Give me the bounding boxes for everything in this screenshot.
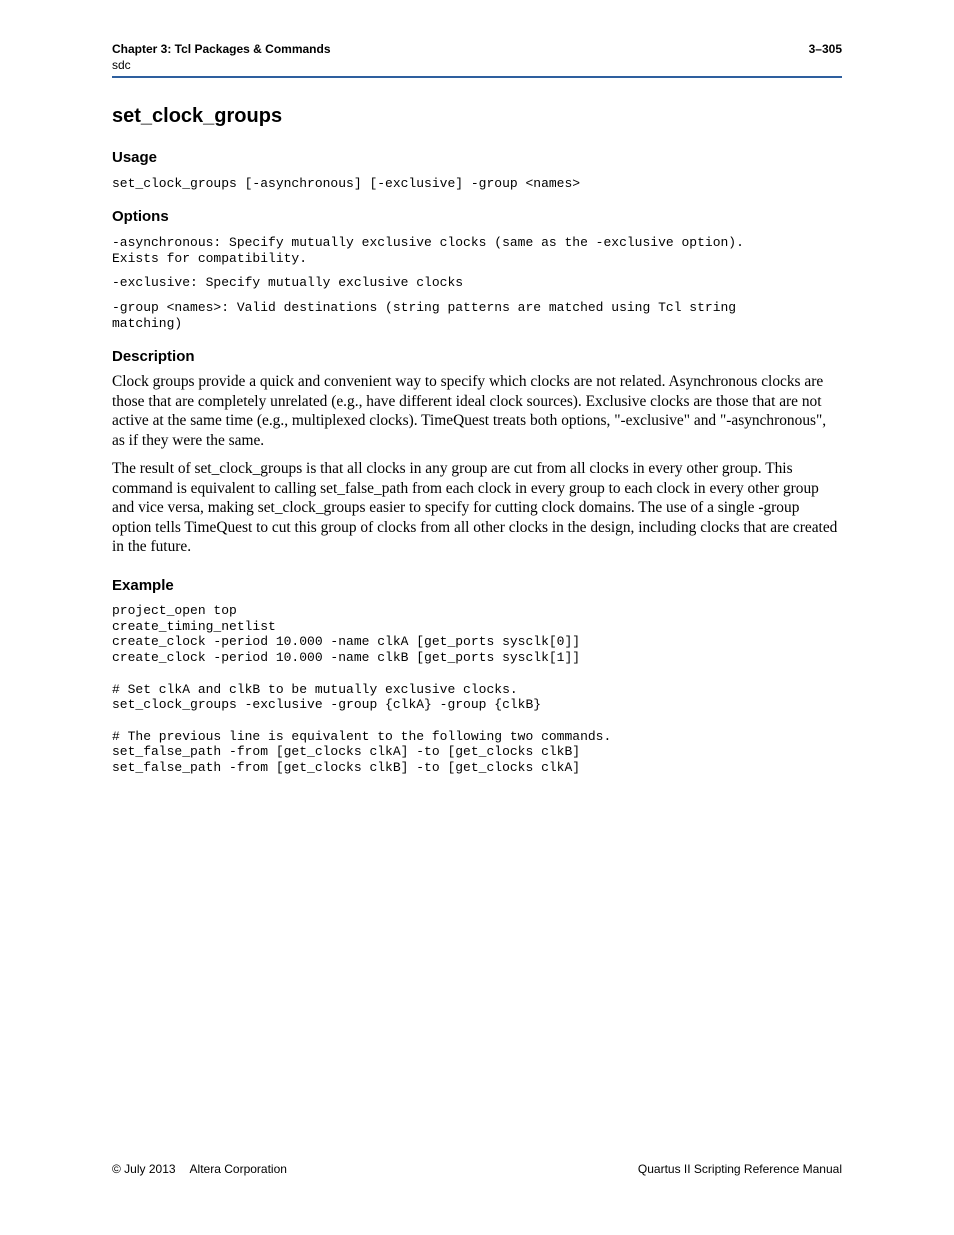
header-rule (112, 76, 842, 78)
section-name: sdc (112, 58, 131, 72)
example-code: project_open top create_timing_netlist create_clock -period 10.000 -name clkA [get_ports sysclk[0]] create_clock -period 10.000 -name clkB [get_ports sysclk[1]] # Set clkA and clkB to be mutually exclusive clocks. set_clock_groups -exclusive -group {clkA} -group {clkB} # The previous line is equivalent to the following two commands. set_false_path -from [get_clocks clkA] -to [get_clocks clkB] set_false_path -from [get_clocks clkB] -to [get_clocks clkA] (112, 603, 612, 776)
description-paragraph-1: Clock groups provide a quick and convenient way to specify which clocks are not related. Asynchronous clocks are those that are completely unrelated (e.g., have different ideal clock sources). Exclusive clocks are those that are not active at the same time (e.g., multiplexed clocks). TimeQuest treats both options, "-exclusive" and "-asynchronous", as if they were the same. (112, 373, 827, 449)
page-number: 3–305 (808, 42, 842, 56)
option-group: -group <names>: Valid destinations (string patterns are matched using Tcl string matching) (112, 300, 737, 331)
footer-company: Altera Corporation (189, 1162, 287, 1176)
page-title: set_clock_groups (112, 105, 283, 127)
option-asynchronous: -asynchronous: Specify mutually exclusive clocks (same as the -exclusive option). Exists for compatibility. (112, 235, 744, 266)
example-heading: Example (112, 577, 174, 594)
footer-date: © July 2013 (112, 1162, 176, 1176)
chapter-title: Chapter 3: Tcl Packages & Commands (112, 42, 331, 56)
usage-heading: Usage (112, 149, 158, 166)
footer-manual-title: Quartus II Scripting Reference Manual (637, 1162, 842, 1176)
option-exclusive: -exclusive: Specify mutually exclusive clocks (112, 275, 464, 290)
description-paragraph-2: The result of set_clock_groups is that all clocks in any group are cut from all clocks in every other group. This command is equivalent to calling set_false_path from each clock in every group to each clock in every other group and vice versa, making set_clock_groups easier to specify for cutting clock domains. The use of a single -group option tells TimeQuest to cut this group of clocks from all other clocks in the design, including clocks that are created in the future. (112, 460, 838, 556)
options-heading: Options (112, 208, 169, 225)
description-heading: Description (112, 348, 195, 365)
usage-code: set_clock_groups [-asynchronous] [-exclusive] -group <names> (112, 176, 581, 191)
